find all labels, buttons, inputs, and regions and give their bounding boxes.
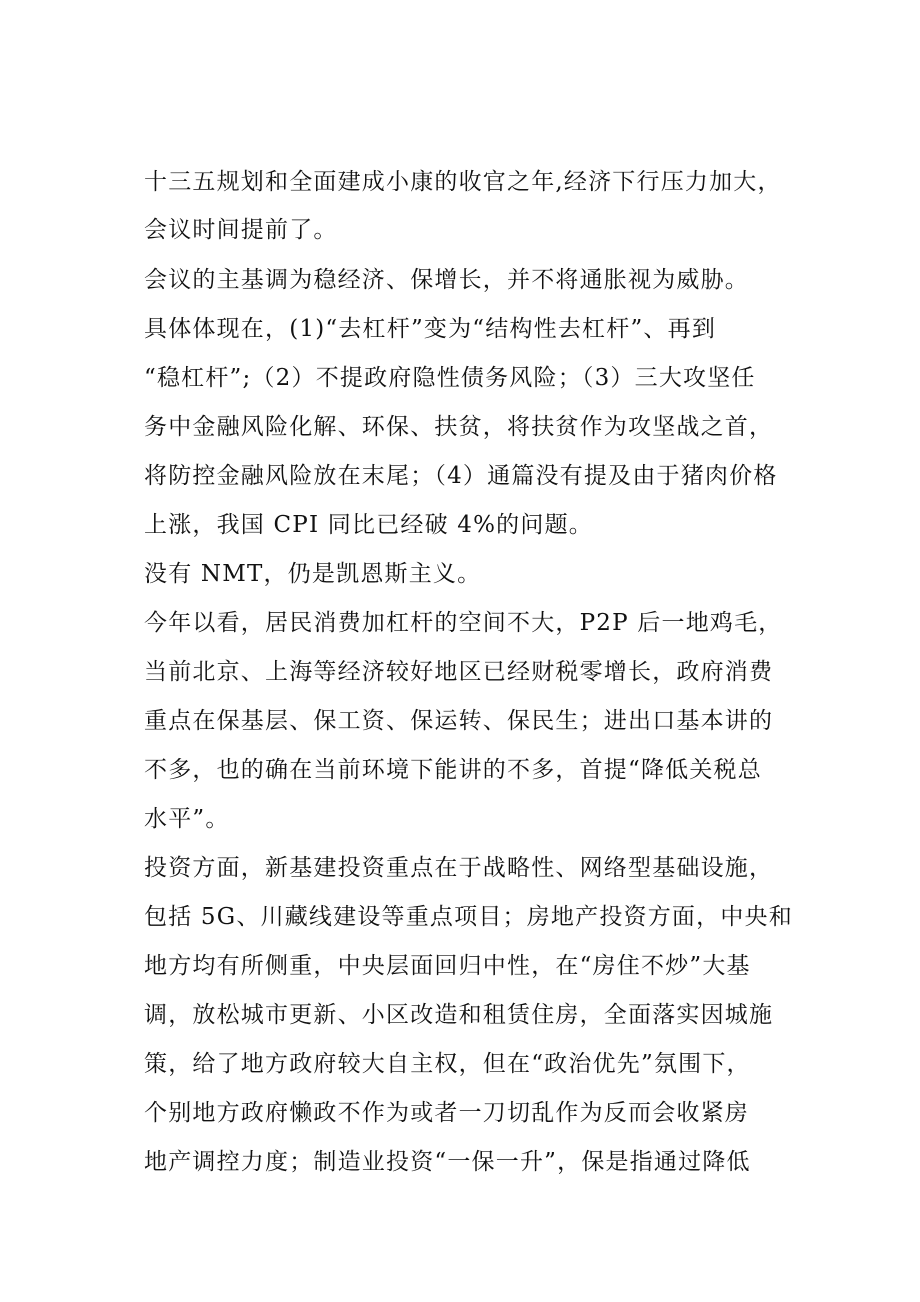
text-line: 水平”。 <box>144 806 230 832</box>
text-line: 调，放松城市更新、小区改造和租赁住房，全面落实因城施 <box>144 1002 774 1028</box>
text-line: “稳杠杆”;（2）不提政府隐性债务风险；（3）三大攻坚任 <box>144 365 756 391</box>
text-line: 十三五规划和全面建成小康的收官之年,经济下行压力加大， <box>144 169 782 195</box>
text-line: 会议时间提前了。 <box>144 217 338 243</box>
text-line: 地产调控力度；制造业投资“一保一升”，保是指通过降低 <box>144 1149 751 1175</box>
text-line: 投资方面，新基建投资重点在于战略性、网络型基础设施， <box>144 855 774 881</box>
text-line: 今年以看，居民消费加杠杆的空间不大，P2P 后一地鸡毛， <box>144 610 783 636</box>
text-line: 策，给了地方政府较大自主权，但在“政治优先”氛围下， <box>144 1051 751 1077</box>
text-line: 不多，也的确在当前环境下能讲的不多，首提“降低关税总 <box>144 757 762 783</box>
text-line: 上涨，我国 CPI 同比已经破 4%的问题。 <box>144 512 593 538</box>
text-line: 务中金融风险化解、环保、扶贫，将扶贫作为攻坚战之首， <box>144 414 774 440</box>
text-line: 具体体现在，(1)“去杠杆”变为“结构性去杠杆”、再到 <box>144 316 717 342</box>
text-line: 会议的主基调为稳经济、保增长，并不将通胀视为威胁。 <box>144 267 749 293</box>
text-line: 地方均有所侧重，中央层面回归中性，在“房住不炒”大基 <box>144 953 751 979</box>
text-line: 当前北京、上海等经济较好地区已经财税零增长，政府消费 <box>144 659 774 685</box>
text-line: 将防控金融风险放在末尾；（4）通篇没有提及由于猪肉价格 <box>144 463 778 489</box>
text-line: 包括 5G、川藏线建设等重点项目；房地产投资方面，中央和 <box>144 904 793 930</box>
text-line: 重点在保基层、保工资、保运转、保民生；进出口基本讲的 <box>144 708 774 734</box>
text-line: 没有 NMT，仍是凯恩斯主义。 <box>144 561 482 587</box>
text-line: 个别地方政府懒政不作为或者一刀切乱作为反而会收紧房 <box>144 1100 749 1126</box>
